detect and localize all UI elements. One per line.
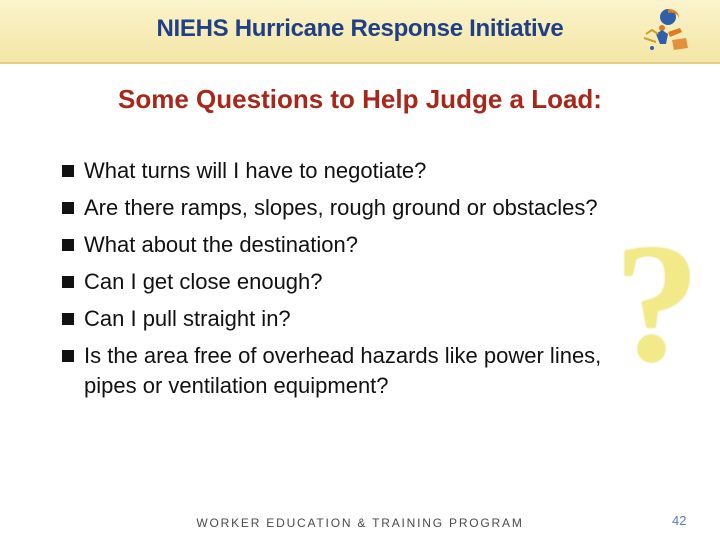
bullet-text: Are there ramps, slopes, rough ground or obstacles?: [84, 195, 598, 220]
bullet-item: [62, 267, 642, 297]
bullet-text: Can I pull straight in?: [84, 306, 291, 331]
bullet-item: [62, 304, 642, 334]
bullet-text: Is the area free of overhead hazards like power lines, pipes or ventilation equipment?: [84, 343, 602, 398]
square-bullet-icon: [62, 276, 74, 288]
hurricane-worker-logo-icon: [638, 4, 694, 56]
question-mark-icon: ?: [614, 209, 700, 397]
header-banner: [0, 0, 720, 64]
square-bullet-icon: [62, 313, 74, 325]
square-bullet-icon: [62, 350, 74, 362]
square-bullet-icon: [62, 202, 74, 214]
bullet-list: [62, 156, 642, 408]
square-bullet-icon: [62, 165, 74, 177]
bullet-item: [62, 341, 642, 401]
bullet-text: What about the destination?: [84, 232, 358, 257]
bullet-item: [62, 156, 642, 186]
bullet-item: [62, 230, 642, 260]
page-number: 42: [672, 513, 687, 528]
bullet-text: What turns will I have to negotiate?: [84, 158, 427, 183]
bullet-text: Can I get close enough?: [84, 269, 323, 294]
slide-title: Some Questions to Help Judge a Load:: [118, 84, 602, 114]
footer-text: WORKER EDUCATION & TRAINING PROGRAM: [196, 516, 524, 530]
square-bullet-icon: [62, 239, 74, 251]
header-title: NIEHS Hurricane Response Initiative: [156, 15, 564, 42]
bullet-item: [62, 193, 642, 223]
